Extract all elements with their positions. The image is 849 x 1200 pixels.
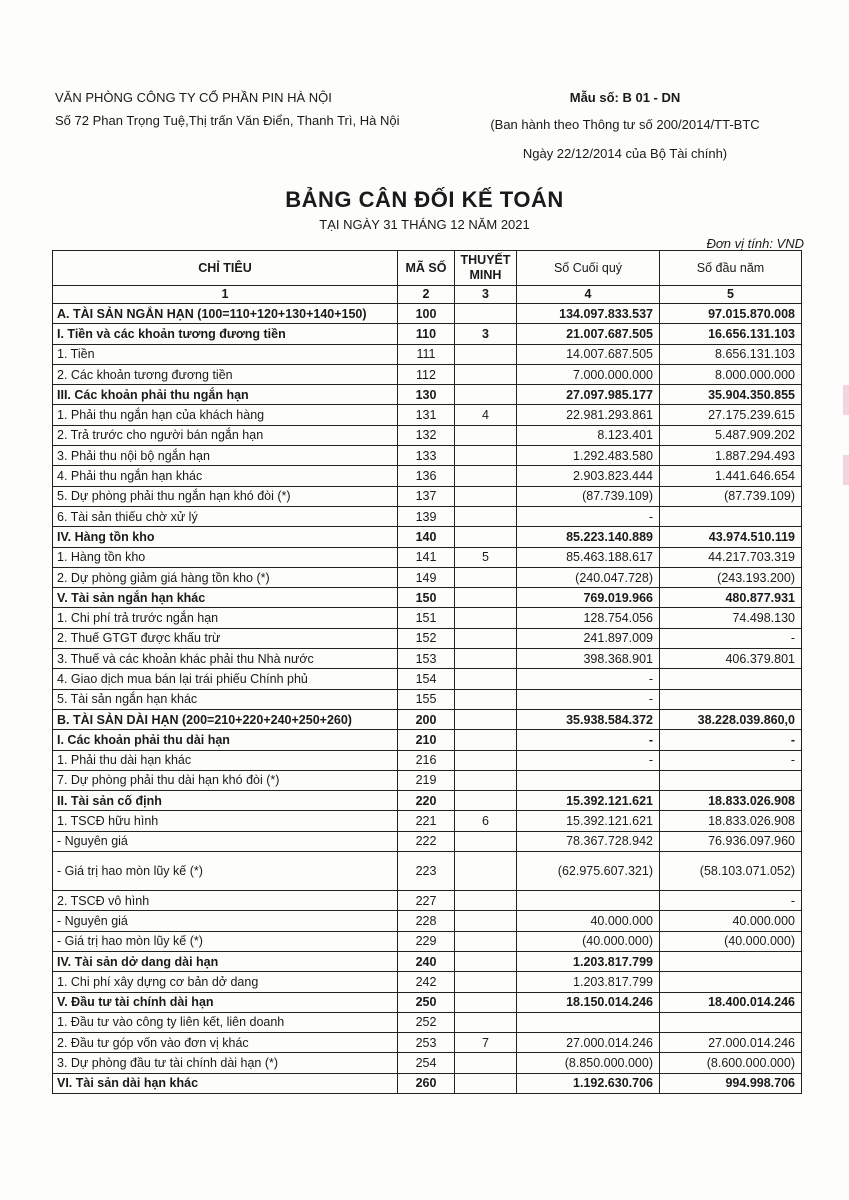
issued-by: (Ban hành theo Thông tư số 200/2014/TT-BTC [490, 117, 760, 132]
table-row [53, 972, 802, 992]
cell-begin: (58.103.071.052) [660, 852, 802, 891]
cell-end: 85.223.140.889 [517, 527, 660, 547]
cell-name: I. Các khoản phải thu dài hạn [53, 730, 398, 750]
cell-begin: 27.175.239.615 [660, 405, 802, 425]
cell-name: 5. Tài sản ngắn hạn khác [53, 689, 398, 709]
cell-begin [660, 669, 802, 689]
table-row [53, 547, 802, 567]
cell-code: 260 [398, 1073, 455, 1093]
cell-begin: 406.379.801 [660, 649, 802, 669]
cell-begin: - [660, 730, 802, 750]
cell-begin: 1.441.646.654 [660, 466, 802, 486]
cell-begin: - [660, 628, 802, 648]
cell-code: 137 [398, 486, 455, 506]
col-header-note: THUYẾT MINH [455, 251, 517, 286]
page-subtitle: TẠI NGÀY 31 THÁNG 12 NĂM 2021 [319, 217, 530, 232]
table-row [53, 466, 802, 486]
cell-note [455, 689, 517, 709]
cell-begin [660, 770, 802, 790]
cell-name: 2. Thuế GTGT được khấu trừ [53, 628, 398, 648]
cell-begin: 44.217.703.319 [660, 547, 802, 567]
cell-code: 242 [398, 972, 455, 992]
table-row [53, 527, 802, 547]
cell-code: 153 [398, 649, 455, 669]
col-number: 4 [517, 286, 660, 304]
cell-code: 100 [398, 304, 455, 324]
col-header-begin-year: Số đầu năm [660, 251, 802, 286]
cell-begin: 40.000.000 [660, 911, 802, 931]
cell-note: 4 [455, 405, 517, 425]
cell-name: I. Tiền và các khoản tương đương tiền [53, 324, 398, 344]
cell-note [455, 425, 517, 445]
cell-name: III. Các khoản phải thu ngắn hạn [53, 385, 398, 405]
cell-end: (40.000.000) [517, 931, 660, 951]
cell-note [455, 446, 517, 466]
cell-name: - Nguyên giá [53, 831, 398, 851]
cell-note [455, 730, 517, 750]
cell-begin [660, 972, 802, 992]
cell-begin [660, 951, 802, 971]
cell-begin: 18.833.026.908 [660, 811, 802, 831]
table-row [53, 891, 802, 911]
table-row [53, 951, 802, 971]
cell-begin: 43.974.510.119 [660, 527, 802, 547]
cell-code: 250 [398, 992, 455, 1012]
cell-code: 111 [398, 344, 455, 364]
cell-note: 5 [455, 547, 517, 567]
table-row [53, 750, 802, 770]
table-row [53, 324, 802, 344]
cell-code: 131 [398, 405, 455, 425]
cell-name: 1. TSCĐ hữu hình [53, 811, 398, 831]
cell-end: - [517, 750, 660, 770]
cell-begin: 38.228.039.860,0 [660, 709, 802, 729]
cell-end: 1.292.483.580 [517, 446, 660, 466]
cell-begin: 76.936.097.960 [660, 831, 802, 851]
table-row [53, 588, 802, 608]
table-row [53, 506, 802, 526]
cell-begin: (87.739.109) [660, 486, 802, 506]
cell-end: 15.392.121.621 [517, 791, 660, 811]
cell-begin: 97.015.870.008 [660, 304, 802, 324]
cell-begin: - [660, 750, 802, 770]
table-row [53, 931, 802, 951]
cell-begin: (243.193.200) [660, 567, 802, 587]
cell-end: 1.203.817.799 [517, 951, 660, 971]
cell-name: 2. Dự phòng giảm giá hàng tồn kho (*) [53, 567, 398, 587]
cell-end [517, 891, 660, 911]
cell-note: 6 [455, 811, 517, 831]
cell-name: B. TÀI SẢN DÀI HẠN (200=210+220+240+250+260) [53, 709, 398, 729]
cell-code: 155 [398, 689, 455, 709]
table-row [53, 446, 802, 466]
col-header-indicator: CHỈ TIÊU [53, 251, 398, 286]
cell-name: V. Tài sản ngắn hạn khác [53, 588, 398, 608]
cell-begin [660, 689, 802, 709]
col-number: 5 [660, 286, 802, 304]
table-row [53, 811, 802, 831]
cell-note [455, 608, 517, 628]
cell-end: 35.938.584.372 [517, 709, 660, 729]
cell-end [517, 770, 660, 790]
cell-note [455, 649, 517, 669]
cell-end: 14.007.687.505 [517, 344, 660, 364]
cell-begin: (8.600.000.000) [660, 1053, 802, 1073]
col-header-end-quarter: Số Cuối quý [517, 251, 660, 286]
col-header-code: MÃ SỐ [398, 251, 455, 286]
cell-code: 112 [398, 364, 455, 384]
table-row [53, 852, 802, 891]
cell-name: 4. Phải thu ngắn hạn khác [53, 466, 398, 486]
cell-note [455, 385, 517, 405]
cell-note: 7 [455, 1033, 517, 1053]
cell-code: 216 [398, 750, 455, 770]
cell-end: 1.192.630.706 [517, 1073, 660, 1093]
cell-begin: 35.904.350.855 [660, 385, 802, 405]
cell-note [455, 588, 517, 608]
table-row [53, 992, 802, 1012]
col-number: 3 [455, 286, 517, 304]
cell-name: 2. Trả trước cho người bán ngắn hạn [53, 425, 398, 445]
table-row [53, 425, 802, 445]
cell-begin: 18.400.014.246 [660, 992, 802, 1012]
issued-date: Ngày 22/12/2014 của Bộ Tài chính) [522, 146, 728, 161]
company-block [55, 88, 405, 130]
cell-name: VI. Tài sản dài hạn khác [53, 1073, 398, 1093]
cell-name: 4. Giao dịch mua bán lại trái phiếu Chính phủ [53, 669, 398, 689]
cell-end: 22.981.293.861 [517, 405, 660, 425]
cell-note [455, 770, 517, 790]
table-row [53, 669, 802, 689]
cell-end: 18.150.014.246 [517, 992, 660, 1012]
cell-name: 2. TSCĐ vô hình [53, 891, 398, 911]
cell-name: 3. Dự phòng đầu tư tài chính dài hạn (*) [53, 1053, 398, 1073]
cell-begin: (40.000.000) [660, 931, 802, 951]
cell-code: 132 [398, 425, 455, 445]
company-name: VĂN PHÒNG CÔNG TY CỔ PHẦN PIN HÀ NỘI [55, 90, 332, 105]
cell-name: 1. Chi phí xây dựng cơ bản dở dang [53, 972, 398, 992]
cell-begin: 8.656.131.103 [660, 344, 802, 364]
table-row [53, 628, 802, 648]
cell-name: 1. Đầu tư vào công ty liên kết, liên doanh [53, 1012, 398, 1032]
cell-note [455, 911, 517, 931]
cell-note [455, 567, 517, 587]
cell-name: 1. Hàng tồn kho [53, 547, 398, 567]
cell-note [455, 364, 517, 384]
cell-begin: 74.498.130 [660, 608, 802, 628]
table-row [53, 791, 802, 811]
col-number: 1 [53, 286, 398, 304]
cell-name: 3. Phải thu nội bộ ngắn hạn [53, 446, 398, 466]
scan-edge-mark [843, 385, 849, 415]
cell-note [455, 791, 517, 811]
cell-end: (87.739.109) [517, 486, 660, 506]
page-title: BẢNG CÂN ĐỐI KẾ TOÁN [285, 187, 564, 212]
cell-note [455, 304, 517, 324]
cell-begin: 480.877.931 [660, 588, 802, 608]
cell-end: 27.000.014.246 [517, 1033, 660, 1053]
cell-note [455, 891, 517, 911]
cell-begin [660, 1012, 802, 1032]
cell-note [455, 709, 517, 729]
cell-note [455, 466, 517, 486]
cell-end: 398.368.901 [517, 649, 660, 669]
cell-name: IV. Hàng tồn kho [53, 527, 398, 547]
cell-name: 1. Phải thu dài hạn khác [53, 750, 398, 770]
cell-note [455, 931, 517, 951]
cell-name: II. Tài sản cố định [53, 791, 398, 811]
company-address: Số 72 Phan Trọng Tuệ,Thị trấn Văn Điển, Thanh Trì, Hà Nội [55, 113, 400, 128]
cell-name: A. TÀI SẢN NGẮN HẠN (100=110+120+130+140+150) [53, 304, 398, 324]
cell-code: 150 [398, 588, 455, 608]
cell-begin: 16.656.131.103 [660, 324, 802, 344]
cell-note [455, 831, 517, 851]
cell-end: 27.097.985.177 [517, 385, 660, 405]
cell-name: 1. Chi phí trả trước ngắn hạn [53, 608, 398, 628]
table-row [53, 364, 802, 384]
table-row [53, 344, 802, 364]
cell-note [455, 669, 517, 689]
cell-note [455, 344, 517, 364]
table-row [53, 486, 802, 506]
cell-code: 200 [398, 709, 455, 729]
table-row [53, 649, 802, 669]
cell-note [455, 951, 517, 971]
cell-code: 154 [398, 669, 455, 689]
cell-code: 136 [398, 466, 455, 486]
cell-end: 21.007.687.505 [517, 324, 660, 344]
cell-name: 2. Các khoản tương đương tiền [53, 364, 398, 384]
cell-end: (8.850.000.000) [517, 1053, 660, 1073]
cell-code: 152 [398, 628, 455, 648]
table-row [53, 911, 802, 931]
table-row [53, 1073, 802, 1093]
table-row [53, 709, 802, 729]
cell-name: 3. Thuế và các khoản khác phải thu Nhà nước [53, 649, 398, 669]
cell-note [455, 506, 517, 526]
table-row [53, 608, 802, 628]
cell-note [455, 1073, 517, 1093]
cell-note [455, 486, 517, 506]
cell-code: 210 [398, 730, 455, 750]
cell-code: 133 [398, 446, 455, 466]
cell-begin: 27.000.014.246 [660, 1033, 802, 1053]
cell-end: - [517, 730, 660, 750]
table-row [53, 304, 802, 324]
col-number: 2 [398, 286, 455, 304]
table-row [53, 1033, 802, 1053]
cell-code: 228 [398, 911, 455, 931]
cell-end: 40.000.000 [517, 911, 660, 931]
form-number: Mẫu số: B 01 - DN [569, 90, 681, 105]
cell-end: (62.975.607.321) [517, 852, 660, 891]
cell-note [455, 852, 517, 891]
cell-code: 254 [398, 1053, 455, 1073]
cell-end: 134.097.833.537 [517, 304, 660, 324]
cell-name: - Nguyên giá [53, 911, 398, 931]
cell-end: - [517, 689, 660, 709]
cell-name: 7. Dự phòng phải thu dài hạn khó đòi (*) [53, 770, 398, 790]
cell-note [455, 972, 517, 992]
cell-note: 3 [455, 324, 517, 344]
table-row [53, 405, 802, 425]
cell-code: 141 [398, 547, 455, 567]
cell-end: (240.047.728) [517, 567, 660, 587]
cell-name: 6. Tài sản thiếu chờ xử lý [53, 506, 398, 526]
cell-code: 149 [398, 567, 455, 587]
table-row [53, 770, 802, 790]
cell-code: 220 [398, 791, 455, 811]
cell-end: - [517, 506, 660, 526]
cell-end: - [517, 669, 660, 689]
cell-name: 2. Đầu tư góp vốn vào đơn vị khác [53, 1033, 398, 1053]
cell-code: 223 [398, 852, 455, 891]
cell-begin: 8.000.000.000 [660, 364, 802, 384]
cell-code: 240 [398, 951, 455, 971]
cell-name: 5. Dự phòng phải thu ngắn hạn khó đòi (*) [53, 486, 398, 506]
balance-sheet-table [52, 250, 802, 1094]
cell-name: 1. Phải thu ngắn hạn của khách hàng [53, 405, 398, 425]
cell-end: 15.392.121.621 [517, 811, 660, 831]
table-row [53, 1012, 802, 1032]
cell-note [455, 1012, 517, 1032]
cell-code: 221 [398, 811, 455, 831]
cell-note [455, 628, 517, 648]
cell-code: 130 [398, 385, 455, 405]
table-row [53, 385, 802, 405]
cell-code: 252 [398, 1012, 455, 1032]
cell-code: 253 [398, 1033, 455, 1053]
cell-end: 769.019.966 [517, 588, 660, 608]
cell-begin: 5.487.909.202 [660, 425, 802, 445]
cell-end: 78.367.728.942 [517, 831, 660, 851]
cell-end: 85.463.188.617 [517, 547, 660, 567]
cell-note [455, 527, 517, 547]
cell-name: - Giá trị hao mòn lũy kế (*) [53, 931, 398, 951]
cell-code: 229 [398, 931, 455, 951]
cell-end: 1.203.817.799 [517, 972, 660, 992]
scan-edge-mark [843, 455, 849, 485]
cell-name: - Giá trị hao mòn lũy kế (*) [53, 852, 398, 891]
cell-note [455, 750, 517, 770]
cell-end: 8.123.401 [517, 425, 660, 445]
cell-name: IV. Tài sản dở dang dài hạn [53, 951, 398, 971]
cell-end: 128.754.056 [517, 608, 660, 628]
cell-end: 241.897.009 [517, 628, 660, 648]
cell-code: 219 [398, 770, 455, 790]
table-row [53, 689, 802, 709]
currency-unit: Đơn vị tính: VND [706, 236, 804, 251]
table-row [53, 567, 802, 587]
table-row [53, 1053, 802, 1073]
cell-name: V. Đầu tư tài chính dài hạn [53, 992, 398, 1012]
cell-name: 1. Tiền [53, 344, 398, 364]
cell-begin: 18.833.026.908 [660, 791, 802, 811]
form-info-block [455, 88, 795, 173]
cell-end [517, 1012, 660, 1032]
cell-begin: - [660, 891, 802, 911]
cell-note [455, 1053, 517, 1073]
cell-end: 7.000.000.000 [517, 364, 660, 384]
table-row [53, 831, 802, 851]
cell-code: 110 [398, 324, 455, 344]
cell-code: 222 [398, 831, 455, 851]
cell-begin: 994.998.706 [660, 1073, 802, 1093]
cell-end: 2.903.823.444 [517, 466, 660, 486]
table-row [53, 730, 802, 750]
cell-begin [660, 506, 802, 526]
cell-code: 151 [398, 608, 455, 628]
cell-code: 227 [398, 891, 455, 911]
cell-note [455, 992, 517, 1012]
cell-code: 140 [398, 527, 455, 547]
cell-code: 139 [398, 506, 455, 526]
cell-begin: 1.887.294.493 [660, 446, 802, 466]
table-body [53, 304, 802, 1094]
